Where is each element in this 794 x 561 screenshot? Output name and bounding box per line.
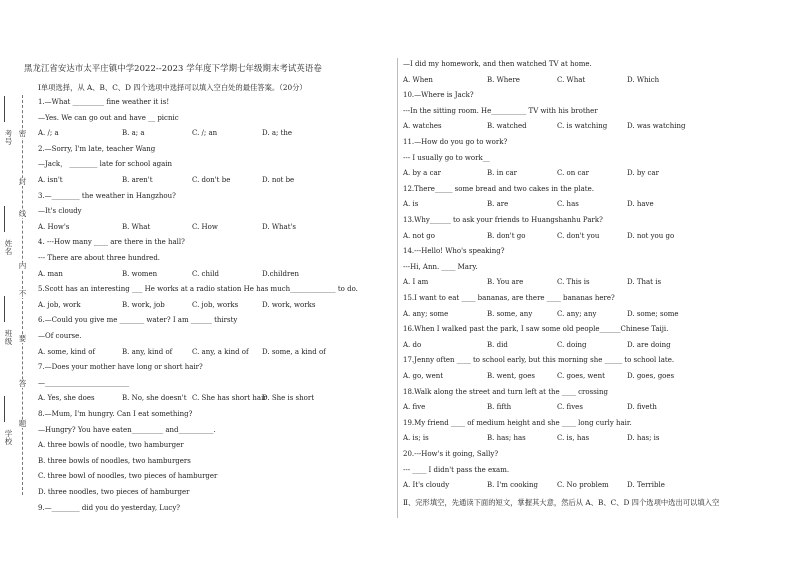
- answer-option: A. How's: [38, 222, 70, 231]
- answer-option: D. not be: [262, 176, 295, 184]
- question-line: 1.—What _________ fine weather it is!: [38, 98, 170, 106]
- answer-option: D. What's: [262, 222, 297, 231]
- binding-label: 学校: [4, 429, 13, 446]
- binding-label: 班级: [4, 329, 13, 346]
- answer-option: A. not go: [403, 231, 435, 240]
- answer-option: A. /; a: [38, 129, 59, 138]
- answer-option: B. work, job: [122, 300, 165, 309]
- question-line: —________________________: [38, 378, 129, 387]
- question-line: 20.---How's it going, Sally?: [403, 450, 499, 458]
- answer-option: C. This is: [557, 278, 590, 287]
- answer-option: C. is watching: [557, 122, 608, 131]
- answer-option: C. No problem: [557, 481, 609, 490]
- answer-option: B. don't go: [487, 231, 526, 240]
- answer-option: B. watched: [487, 122, 527, 131]
- answer-option: C. any, a kind of: [192, 347, 249, 356]
- answer-option: C. on car: [557, 169, 589, 178]
- answer-option: A. three bowls of noodle, two hamburger: [38, 441, 184, 450]
- answer-option: B. fifth: [487, 403, 512, 412]
- answer-option: D. are doing: [627, 340, 671, 349]
- seal-char: 答: [18, 379, 27, 388]
- answer-option: C. /; an: [192, 129, 218, 138]
- question-line: 10.—Where is Jack?: [403, 91, 474, 100]
- answer-option: A. watches: [403, 122, 442, 131]
- answer-option: C. is, has: [557, 434, 590, 443]
- answer-option: C. don't be: [192, 176, 231, 184]
- answer-option: A. job, work: [38, 300, 81, 309]
- question-line: —Yes. We can go out and have __ picnic: [38, 113, 179, 122]
- answer-option: D. has; is: [627, 434, 660, 443]
- answer-option: A. go, went: [403, 372, 444, 380]
- answer-option: C. How: [192, 222, 218, 231]
- answer-option: A. by a car: [403, 169, 442, 178]
- question-line: 18.Walk along the street and turn left at the ____ crossing: [403, 387, 609, 396]
- answer-option: B. You are: [487, 278, 524, 287]
- question-line: 19.My friend ____ of medium height and she ____ long curly hair.: [403, 418, 632, 427]
- answer-option: A. isn't: [38, 176, 63, 184]
- answer-option: C. goes, went: [557, 372, 605, 380]
- answer-option: C. child: [192, 269, 219, 278]
- answer-option: C. any; any: [557, 309, 597, 318]
- answer-option: A. man: [38, 269, 63, 278]
- seal-char: 封: [18, 177, 27, 186]
- binding-label: 姓名: [4, 239, 13, 256]
- answer-option: B. has; has: [487, 434, 526, 443]
- answer-option: D. three noodles, two pieces of hamburger: [38, 488, 190, 496]
- answer-option: D. by car: [627, 169, 659, 178]
- column-divider: [397, 58, 398, 518]
- seal-char: 不: [18, 289, 27, 298]
- answer-option: A. is: [403, 200, 419, 209]
- answer-option: B. in car: [487, 169, 518, 178]
- answer-option: D. have: [627, 200, 654, 209]
- question-line: 5.Scott has an interesting ___ He works at a radio station He has much_____________ to do.: [38, 285, 358, 294]
- answer-option: A. any; some: [403, 309, 449, 318]
- answer-option: B. No, she doesn't: [122, 394, 187, 403]
- question-line: --- I usually go to work__: [403, 153, 490, 162]
- answer-option: B. any, kind of: [122, 347, 173, 356]
- answer-option: A. Yes, she does: [38, 394, 95, 403]
- answer-option: C. has: [557, 200, 579, 209]
- binding-fill-line: [4, 396, 5, 422]
- answer-option: A. do: [403, 340, 422, 349]
- question-line: ---Hi, Ann. ____ Mary.: [403, 262, 478, 271]
- question-line: 12.There_____ some bread and two cakes in the plate.: [403, 184, 594, 193]
- answer-option: A. It's cloudy: [403, 481, 450, 490]
- binding-label: 考号: [4, 129, 13, 146]
- answer-option: A. is; is: [403, 434, 429, 443]
- answer-option: B. went, goes: [487, 372, 535, 380]
- answer-option: B. women: [122, 269, 158, 278]
- answer-option: D.children: [262, 269, 299, 278]
- answer-option: B. a; a: [122, 129, 145, 138]
- answer-option: A. some, kind of: [38, 347, 96, 356]
- answer-option: A. When: [403, 75, 433, 84]
- answer-option: C. She has short hair: [192, 394, 267, 403]
- question-line: --- There are about three hundred.: [38, 254, 161, 262]
- answer-option: D. not you go: [627, 231, 675, 240]
- question-line: 7.—Does your mother have long or short hair?: [38, 363, 203, 372]
- question-line: 17.Jenny often ____ to school early, but this morning she _____ to school late.: [403, 356, 675, 365]
- answer-option: C. don't you: [557, 231, 600, 240]
- question-line: 16.When I walked past the park, I saw some old people______Chinese Taiji.: [403, 325, 669, 334]
- question-line: —Of course.: [38, 332, 82, 340]
- answer-option: B. did: [487, 340, 508, 349]
- question-line: 9.—________ did you do yesterday, Lucy?: [38, 503, 181, 512]
- section1-heading: Ⅰ单项选择，从 A、B、C、D 四个选项中选择可以填入空白处的最佳答案。（20分）: [38, 83, 307, 92]
- answer-option: D. Which: [627, 75, 660, 84]
- answer-option: D. goes, goes: [627, 372, 675, 380]
- answer-option: D. some; some: [627, 309, 679, 318]
- answer-option: C. three bowl of noodles, two pieces of hamburger: [38, 472, 218, 481]
- answer-option: C. job, works: [192, 300, 239, 309]
- answer-option: B. I'm cooking: [487, 481, 538, 490]
- question-line: 8.—Mum, I'm hungry. Can I eat something?: [38, 410, 193, 418]
- answer-option: D. fiveth: [627, 403, 657, 412]
- seal-char: 要: [18, 334, 27, 343]
- exam-title: 黑龙江省安达市太平庄镇中学2022--2023 学年度下学期七年级期末考试英语卷: [24, 63, 322, 73]
- answer-option: B. three bowls of noodles, two hamburgers: [38, 456, 191, 465]
- binding-fill-line: [4, 206, 5, 232]
- question-line: ---In the sitting room. He__________ TV with his brother: [403, 106, 598, 115]
- question-line: --- ____ I didn't pass the exam.: [403, 465, 510, 474]
- binding-margin: [0, 0, 36, 561]
- binding-fill-line: [4, 96, 5, 122]
- question-line: 3.—________ the weather in Hangzhou?: [38, 191, 176, 200]
- question-line: 13.Why______ to ask your friends to Huangshanhu Park?: [403, 216, 603, 224]
- seal-char: 题: [18, 419, 27, 428]
- answer-option: B. are: [487, 200, 509, 209]
- section2-heading: Ⅱ、完形填空，先通读下面的短文，掌握其大意，然后从 A、B、C、D 四个选项中选出可以填入空: [403, 497, 720, 507]
- answer-option: A. five: [403, 403, 426, 412]
- answer-option: C. doing: [557, 340, 587, 349]
- question-line: 11.—How do you go to work?: [403, 138, 508, 146]
- seal-char: 内: [18, 261, 27, 270]
- answer-option: D. was watching: [627, 122, 686, 131]
- question-line: —Jack， ________ late for school again: [38, 160, 173, 169]
- seal-char: 密: [18, 129, 27, 138]
- answer-option: D. a; the: [262, 129, 293, 138]
- answer-option: B. Where: [487, 75, 520, 84]
- answer-option: D. She is short: [262, 394, 315, 403]
- answer-option: C. fives: [557, 403, 583, 412]
- answer-option: C. What: [557, 75, 586, 84]
- answer-option: D. some, a kind of: [262, 347, 326, 356]
- answer-option: B. some, any: [487, 309, 533, 318]
- answer-option: D. work, works: [262, 300, 316, 309]
- question-line: —Hungry? You have eaten_________ and__________.: [38, 425, 216, 434]
- answer-option: D. That is: [627, 278, 662, 287]
- answer-option: D. Terrible: [627, 481, 665, 490]
- question-line: 4. ---How many ____ are there in the hall?: [38, 238, 185, 247]
- question-line: 2.—Sorry, I'm late, teacher Wang: [38, 144, 156, 153]
- seal-char: 线: [18, 209, 27, 218]
- question-line: —It's cloudy: [38, 207, 82, 216]
- question-line: 6.—Could you give me _______ water? I am ______ thirsty: [38, 316, 238, 325]
- answer-option: B. aren't: [122, 176, 153, 184]
- answer-option: B. What: [122, 222, 151, 231]
- question-line: 15.I want to eat ____ bananas, are there ____ bananas here?: [403, 294, 615, 302]
- answer-option: A. I am: [403, 278, 429, 287]
- binding-fill-line: [4, 296, 5, 322]
- question-line: —I did my homework, and then watched TV at home.: [403, 60, 592, 68]
- question-line: 14.---Hello! Who's speaking?: [403, 247, 505, 256]
